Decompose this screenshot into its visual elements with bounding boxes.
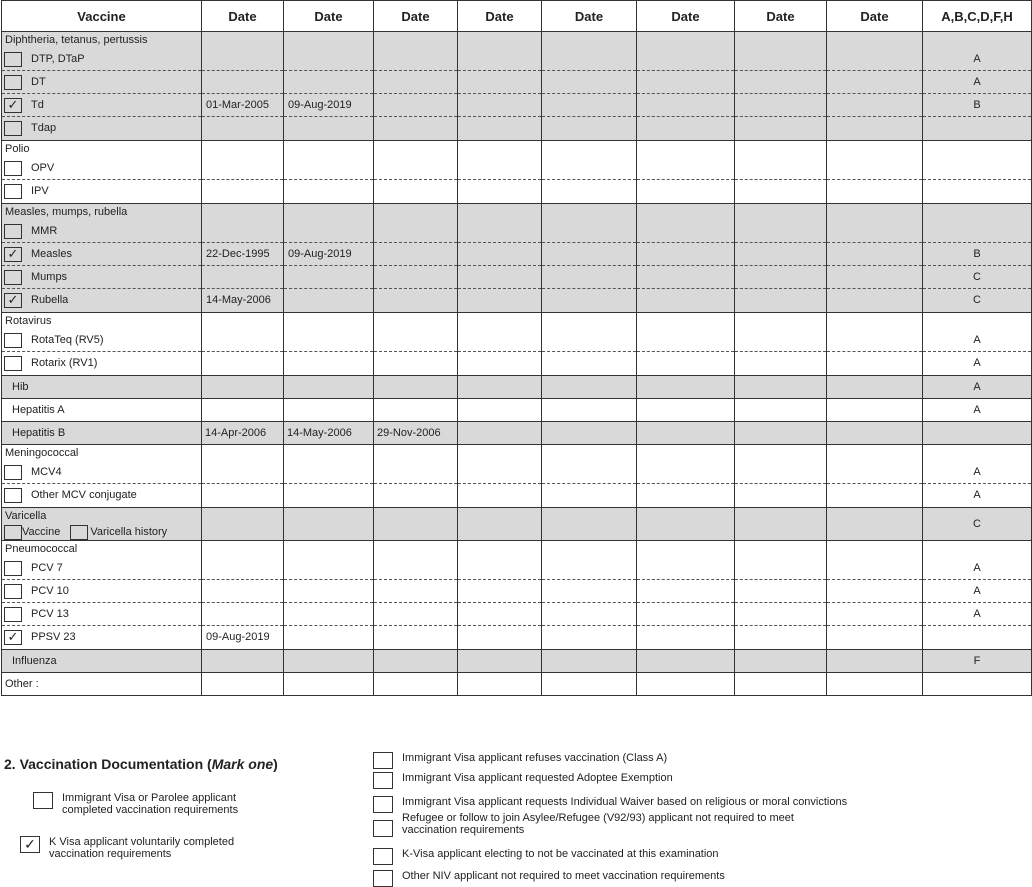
date-cell[interactable] xyxy=(284,445,374,508)
doc-checkbox[interactable] xyxy=(373,820,393,837)
vaccine-group-title: Rotavirus xyxy=(5,315,52,327)
doc-checkbox[interactable] xyxy=(373,772,393,789)
date-cell[interactable] xyxy=(542,204,637,313)
date-cell[interactable] xyxy=(827,445,923,508)
date-cell[interactable] xyxy=(458,204,542,313)
vaccine-name: Tdap xyxy=(31,122,57,134)
doc-checkbox[interactable]: ✓ xyxy=(20,836,40,853)
vaccine-group-title: Pneumococcal xyxy=(5,543,78,555)
date-cell[interactable] xyxy=(735,141,827,204)
date-cell[interactable] xyxy=(637,376,735,399)
vaccine-code: A xyxy=(973,357,981,369)
date-cell[interactable] xyxy=(735,673,827,696)
vaccine-code: C xyxy=(973,518,981,530)
vaccination-date xyxy=(542,376,636,398)
date-cell[interactable] xyxy=(735,541,827,650)
vaccine-checkbox[interactable] xyxy=(4,561,22,576)
vaccine-group-row xyxy=(2,313,1032,376)
vaccine-checkbox[interactable] xyxy=(4,525,22,540)
vaccine-single-cell xyxy=(2,422,202,445)
header-date: Date xyxy=(374,1,458,32)
date-cell[interactable] xyxy=(637,204,735,313)
vaccination-date xyxy=(458,376,541,398)
date-cell[interactable] xyxy=(284,204,374,313)
date-cell[interactable] xyxy=(542,508,637,541)
vaccine-single-row xyxy=(2,650,1032,673)
vaccine-name: Td xyxy=(31,98,44,111)
vaccination-date xyxy=(458,399,541,421)
date-cell[interactable] xyxy=(202,141,284,204)
code-cell xyxy=(923,508,1032,541)
date-cell[interactable] xyxy=(284,376,374,399)
date-cell[interactable] xyxy=(735,508,827,541)
date-cell[interactable] xyxy=(374,422,458,445)
date-cell[interactable] xyxy=(374,32,458,141)
vaccine-name: PCV 7 xyxy=(31,561,63,574)
date-cell[interactable] xyxy=(374,445,458,508)
vaccine-checkbox[interactable] xyxy=(4,52,22,67)
date-cell[interactable] xyxy=(202,313,284,376)
vaccination-date: 09-Aug-2019 xyxy=(288,247,352,260)
vaccination-date xyxy=(735,376,826,398)
date-cell[interactable] xyxy=(542,32,637,141)
vaccination-date xyxy=(735,422,826,444)
date-cell[interactable] xyxy=(542,673,637,696)
date-cell[interactable] xyxy=(284,32,374,141)
date-cell[interactable] xyxy=(458,650,542,673)
date-cell[interactable] xyxy=(458,541,542,650)
code-cell xyxy=(923,204,1032,313)
date-cell[interactable] xyxy=(542,313,637,376)
date-cell[interactable] xyxy=(284,508,374,541)
date-cell[interactable] xyxy=(637,650,735,673)
header-vaccine: Vaccine xyxy=(2,1,202,32)
date-cell[interactable] xyxy=(284,141,374,204)
date-cell[interactable] xyxy=(827,376,923,399)
date-cell[interactable] xyxy=(735,399,827,422)
vaccine-checkbox[interactable] xyxy=(4,356,22,371)
date-cell[interactable] xyxy=(637,399,735,422)
code-cell xyxy=(923,141,1032,204)
date-cell[interactable] xyxy=(735,650,827,673)
date-cell[interactable] xyxy=(542,376,637,399)
vaccine-single-cell xyxy=(2,650,202,673)
vaccine-group-title: Polio xyxy=(5,143,30,155)
vaccine-code: A xyxy=(973,333,981,346)
vaccination-date: 09-Aug-2019 xyxy=(288,98,352,111)
vaccine-checkbox[interactable] xyxy=(4,607,22,622)
vaccine-checkbox[interactable] xyxy=(4,270,22,285)
date-cell[interactable] xyxy=(827,422,923,445)
doc-option-waiver[interactable]: Immigrant Visa applicant requests Individual Waiver based on religious or moral convictions xyxy=(373,796,847,813)
vaccine-name: Hib xyxy=(12,381,29,393)
vaccine-group-title: Diphtheria, tetanus, pertussis xyxy=(5,34,148,46)
code-cell xyxy=(923,32,1032,141)
header-date: Date xyxy=(827,1,923,32)
date-cell[interactable] xyxy=(637,313,735,376)
vaccination-date xyxy=(542,422,636,444)
vaccine-code: A xyxy=(973,584,981,597)
vaccination-date xyxy=(637,422,734,444)
vaccine-name: Influenza xyxy=(12,655,57,667)
vaccine-single-row xyxy=(2,422,1032,445)
header-date: Date xyxy=(637,1,735,32)
date-cell[interactable] xyxy=(827,508,923,541)
vaccine-checkbox[interactable] xyxy=(4,465,22,480)
date-cell[interactable] xyxy=(827,32,923,141)
vaccine-name: Measles xyxy=(31,247,72,260)
vaccine-single-row xyxy=(2,673,1032,696)
date-cell[interactable] xyxy=(458,32,542,141)
vaccine-code: B xyxy=(973,247,981,260)
date-cell[interactable] xyxy=(374,673,458,696)
vaccine-code: A xyxy=(973,561,981,574)
vaccine-group-row xyxy=(2,204,1032,313)
date-cell[interactable] xyxy=(374,313,458,376)
vaccine-name: RotaTeq (RV5) xyxy=(31,333,104,346)
date-cell[interactable] xyxy=(284,673,374,696)
doc-option-refugee[interactable]: Refugee or follow to join Asylee/Refugee (V92/93) applicant not required to meet vaccination requirements xyxy=(373,812,822,837)
vaccination-date xyxy=(827,399,922,421)
vaccine-code: C xyxy=(973,270,981,283)
vaccine-name: Hepatitis B xyxy=(12,427,66,439)
doc-option-immigrant-completed[interactable]: Immigrant Visa or Parolee applicant completed vaccination requirements xyxy=(33,792,333,816)
vaccination-date xyxy=(374,399,457,421)
date-cell[interactable] xyxy=(374,399,458,422)
vaccine-single-row xyxy=(2,399,1032,422)
date-cell[interactable] xyxy=(827,541,923,650)
date-cell[interactable] xyxy=(735,376,827,399)
date-cell[interactable] xyxy=(637,422,735,445)
date-cell[interactable] xyxy=(202,445,284,508)
vaccine-name: PCV 13 xyxy=(31,607,69,620)
code-cell xyxy=(923,313,1032,376)
vaccine-checkbox[interactable]: ✓ xyxy=(4,98,22,113)
date-cell[interactable] xyxy=(202,32,284,141)
date-cell[interactable] xyxy=(458,445,542,508)
vaccine-checkbox[interactable] xyxy=(4,333,22,348)
header-row xyxy=(2,1,1032,32)
date-cell[interactable] xyxy=(735,445,827,508)
date-cell[interactable] xyxy=(827,313,923,376)
vaccination-date xyxy=(374,376,457,398)
vaccine-name: Rubella xyxy=(31,294,69,306)
vaccine-code: B xyxy=(973,98,981,111)
doc-option-other-niv[interactable]: Other NIV applicant not required to meet vaccination requirements xyxy=(373,870,725,887)
date-cell[interactable] xyxy=(542,399,637,422)
vaccine-name: MMR xyxy=(31,224,58,237)
date-cell[interactable] xyxy=(735,32,827,141)
vaccination-documentation xyxy=(0,750,1032,886)
date-cell[interactable] xyxy=(458,673,542,696)
date-cell[interactable] xyxy=(637,541,735,650)
date-cell[interactable] xyxy=(542,650,637,673)
vaccine-single-cell xyxy=(2,399,202,422)
date-cell[interactable] xyxy=(284,422,374,445)
vaccine-name: Other MCV conjugate xyxy=(31,489,137,501)
date-cell[interactable] xyxy=(735,204,827,313)
vaccine-name: Mumps xyxy=(31,270,68,283)
date-cell[interactable] xyxy=(637,673,735,696)
code-cell xyxy=(923,541,1032,650)
vaccine-group-row xyxy=(2,541,1032,650)
vaccination-date: 14-Apr-2006 xyxy=(205,427,267,439)
vaccine-single-cell[interactable] xyxy=(2,673,202,696)
date-cell[interactable] xyxy=(827,399,923,422)
vaccine-name: MCV4 xyxy=(31,465,62,478)
doc-option-k-visa-not-vaccinated[interactable]: K-Visa applicant electing to not be vaccinated at this examination xyxy=(373,848,719,865)
header-date: Date xyxy=(284,1,374,32)
vaccine-name: OPV xyxy=(31,161,55,174)
date-cell[interactable] xyxy=(202,673,284,696)
vaccination-date xyxy=(637,376,734,398)
doc-option-adoptee[interactable]: Immigrant Visa applicant requested Adoptee Exemption xyxy=(373,772,673,789)
date-cell[interactable] xyxy=(637,508,735,541)
date-cell[interactable] xyxy=(827,141,923,204)
date-cell[interactable] xyxy=(374,376,458,399)
date-cell[interactable] xyxy=(374,204,458,313)
date-cell[interactable] xyxy=(202,204,284,313)
date-cell[interactable] xyxy=(458,508,542,541)
date-cell[interactable] xyxy=(542,541,637,650)
vaccine-name: IPV xyxy=(31,185,49,197)
vaccine-checkbox[interactable] xyxy=(70,525,88,540)
date-cell[interactable] xyxy=(284,541,374,650)
header-codes: A,B,C,D,F,H xyxy=(923,1,1032,32)
date-cell[interactable] xyxy=(202,650,284,673)
vaccine-group-row xyxy=(2,445,1032,508)
vaccine-name: Other : xyxy=(5,678,39,690)
vaccination-date xyxy=(827,376,922,398)
vaccine-single-row xyxy=(2,376,1032,399)
date-cell[interactable] xyxy=(542,141,637,204)
date-cell[interactable] xyxy=(374,508,458,541)
vaccine-name: Hepatitis A xyxy=(12,404,65,416)
code-cell xyxy=(923,445,1032,508)
date-cell[interactable] xyxy=(202,508,284,541)
vaccine-group-cell xyxy=(2,204,202,313)
date-cell[interactable] xyxy=(374,650,458,673)
date-cell[interactable] xyxy=(637,445,735,508)
vaccine-checkbox[interactable] xyxy=(4,75,22,90)
vaccine-name: Rotarix (RV1) xyxy=(31,357,98,369)
header-date: Date xyxy=(202,1,284,32)
vaccine-code: A xyxy=(973,489,981,501)
vaccine-group-title: Meningococcal xyxy=(5,447,79,459)
doc-checkbox[interactable] xyxy=(373,848,393,865)
documentation-title: 2. Vaccination Documentation (Mark one) xyxy=(4,756,278,772)
vaccination-date xyxy=(284,399,373,421)
vaccine-checkbox[interactable] xyxy=(4,184,22,199)
date-cell[interactable] xyxy=(202,422,284,445)
date-cell[interactable] xyxy=(542,422,637,445)
date-cell[interactable] xyxy=(284,650,374,673)
vaccine-code: A xyxy=(973,75,981,88)
date-cell[interactable] xyxy=(202,541,284,650)
vaccine-code: F xyxy=(973,655,981,667)
vaccine-group-cell xyxy=(2,541,202,650)
vaccination-date: 01-Mar-2005 xyxy=(206,98,269,111)
vaccination-date xyxy=(458,422,541,444)
code-cell xyxy=(923,422,1032,445)
vaccine-name: PCV 10 xyxy=(31,584,69,597)
vaccination-date xyxy=(202,399,283,421)
date-cell[interactable] xyxy=(735,313,827,376)
vaccine-code: A xyxy=(973,607,981,620)
vaccine-group-cell xyxy=(2,313,202,376)
header-date: Date xyxy=(542,1,637,32)
vaccine-code: C xyxy=(973,294,981,306)
doc-checkbox[interactable] xyxy=(373,752,393,769)
vaccine-group-row xyxy=(2,32,1032,141)
date-cell[interactable] xyxy=(827,673,923,696)
vaccination-date: 09-Aug-2019 xyxy=(206,631,270,643)
vaccine-group-cell xyxy=(2,445,202,508)
vaccination-date xyxy=(637,399,734,421)
vaccination-table xyxy=(1,0,1032,696)
doc-option-k-visa-completed[interactable]: ✓ K Visa applicant voluntarily completed vaccination requirements xyxy=(20,836,320,860)
code-cell xyxy=(923,376,1032,399)
vaccine-group-cell xyxy=(2,141,202,204)
date-cell[interactable] xyxy=(458,141,542,204)
header-date: Date xyxy=(458,1,542,32)
date-cell[interactable] xyxy=(458,399,542,422)
doc-checkbox[interactable] xyxy=(373,870,393,887)
vaccination-date: 22-Dec-1995 xyxy=(206,247,270,260)
vaccine-name: DTP, DTaP xyxy=(31,52,85,65)
date-cell[interactable] xyxy=(827,204,923,313)
vaccine-name: PPSV 23 xyxy=(31,631,76,643)
vaccine-name: Vaccine xyxy=(22,525,61,538)
doc-checkbox[interactable] xyxy=(373,796,393,813)
date-cell[interactable] xyxy=(637,32,735,141)
header-date: Date xyxy=(735,1,827,32)
vaccine-group-title: Varicella xyxy=(5,510,47,522)
code-cell xyxy=(923,399,1032,422)
vaccine-code: A xyxy=(973,404,981,416)
date-cell[interactable] xyxy=(284,399,374,422)
vaccination-date xyxy=(735,399,826,421)
doc-checkbox[interactable] xyxy=(33,792,53,809)
date-cell[interactable] xyxy=(827,650,923,673)
vaccine-group-row xyxy=(2,508,1032,541)
date-cell[interactable] xyxy=(735,422,827,445)
vaccination-date xyxy=(542,399,636,421)
code-cell xyxy=(923,650,1032,673)
vaccination-date: 14-May-2006 xyxy=(206,294,271,306)
vaccine-group-cell xyxy=(2,32,202,141)
vaccine-group-cell xyxy=(2,508,202,541)
vaccine-checkbox[interactable] xyxy=(4,121,22,136)
vaccine-checkbox[interactable] xyxy=(4,161,22,176)
vaccination-date xyxy=(284,376,373,398)
date-cell[interactable] xyxy=(458,313,542,376)
date-cell[interactable] xyxy=(923,673,1032,696)
vaccine-checkbox[interactable]: ✓ xyxy=(4,630,22,645)
date-cell[interactable] xyxy=(374,541,458,650)
date-cell[interactable] xyxy=(284,313,374,376)
vaccination-date xyxy=(827,422,922,444)
vaccine-checkbox[interactable] xyxy=(4,224,22,239)
date-cell[interactable] xyxy=(202,376,284,399)
vaccine-group-row xyxy=(2,141,1032,204)
vaccine-name: DT xyxy=(31,75,46,88)
vaccine-single-cell xyxy=(2,376,202,399)
vaccine-code: A xyxy=(973,52,981,65)
vaccine-checkbox[interactable]: ✓ xyxy=(4,293,22,308)
vaccine-name: Varicella history xyxy=(90,525,168,538)
vaccine-group-title: Measles, mumps, rubella xyxy=(5,206,128,218)
vaccine-checkbox[interactable] xyxy=(4,584,22,599)
vaccination-date xyxy=(202,376,283,398)
date-cell[interactable] xyxy=(374,141,458,204)
date-cell[interactable] xyxy=(458,376,542,399)
vaccine-checkbox[interactable]: ✓ xyxy=(4,247,22,262)
doc-option-refuses[interactable]: Immigrant Visa applicant refuses vaccination (Class A) xyxy=(373,752,667,769)
vaccination-date: 29-Nov-2006 xyxy=(377,427,441,439)
date-cell[interactable] xyxy=(458,422,542,445)
vaccine-code: A xyxy=(973,381,981,393)
vaccine-code: A xyxy=(973,465,981,478)
date-cell[interactable] xyxy=(202,399,284,422)
date-cell[interactable] xyxy=(542,445,637,508)
vaccination-date: 14-May-2006 xyxy=(287,427,352,439)
date-cell[interactable] xyxy=(637,141,735,204)
vaccine-checkbox[interactable] xyxy=(4,488,22,503)
